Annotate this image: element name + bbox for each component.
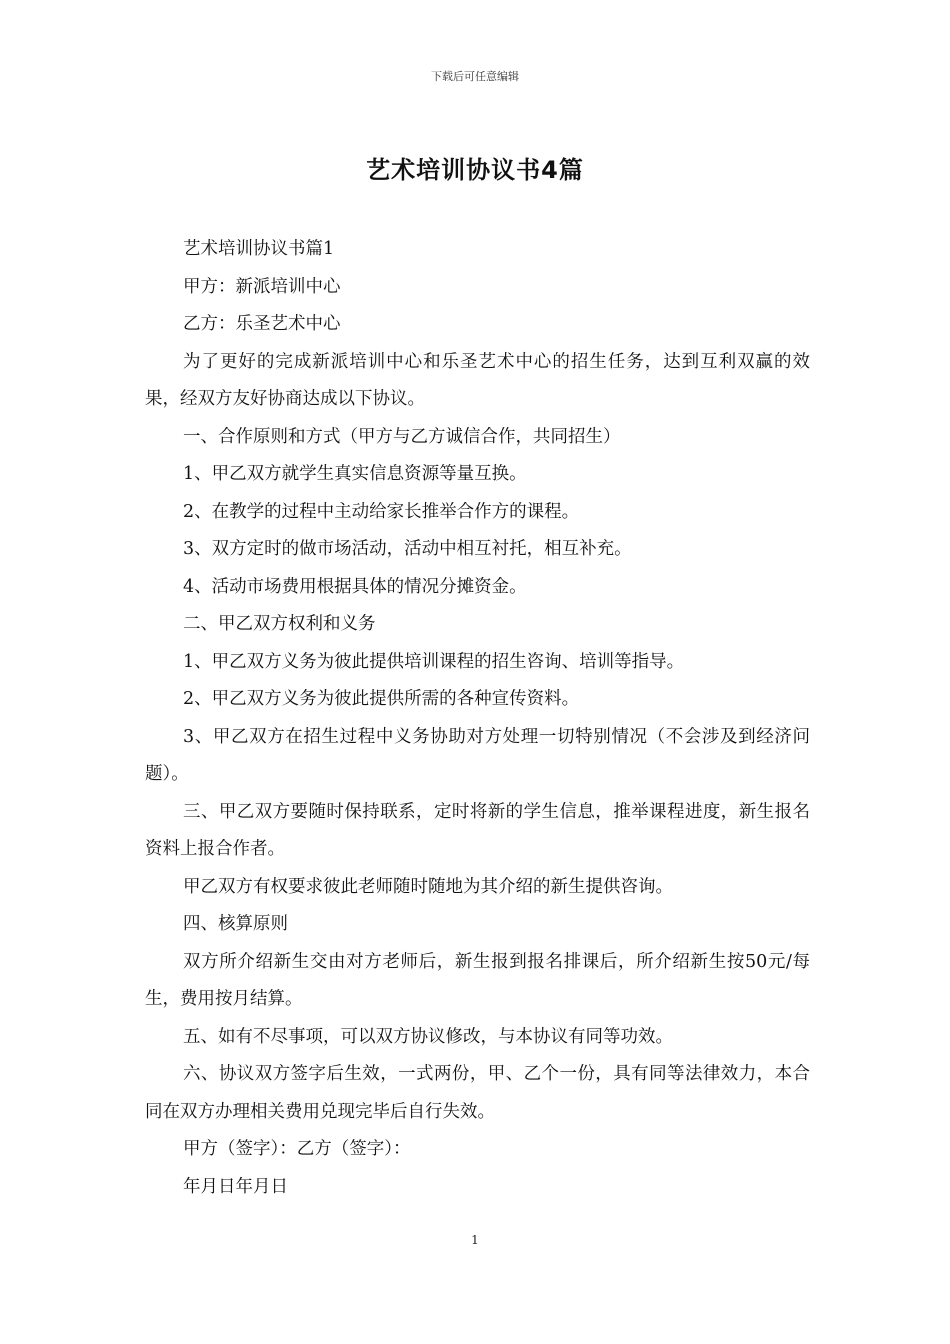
clause-heading-4: 四、核算原则 xyxy=(183,914,288,934)
clause-heading-5: 五、如有不尽事项，可以双方协议修改，与本协议有同等功效。 xyxy=(183,1026,673,1047)
clause-item: 1、甲乙双方义务为彼此提供培训课程的招生咨询、培训等指导。 xyxy=(183,651,685,672)
document-body xyxy=(145,231,810,1206)
clause-item: 3、甲乙双方在招生过程中义务协助对方处理一切特别情况（不会涉及到经济问题）。 xyxy=(145,726,810,784)
signature-line: 甲方（签字）：乙方（签字）： xyxy=(183,1139,411,1159)
page-header: 下载后可任意编辑 xyxy=(431,70,519,83)
clause-item: 4、活动市场费用根据具体的情况分摊资金。 xyxy=(183,576,527,597)
party-b: 乙方：乐圣艺术中心 xyxy=(183,314,341,334)
date-line: 年月日年月日 xyxy=(183,1176,288,1197)
clause-paragraph: 甲乙双方有权要求彼此老师随时随地为其介绍的新生提供咨询。 xyxy=(183,876,673,897)
clause-item: 1、甲乙双方就学生真实信息资源等量互换。 xyxy=(183,464,527,484)
preamble-paragraph: 为了更好的完成新派培训中心和乐圣艺术中心的招生任务，达到互利双赢的效果，经双方友好协商达成以下协议。 xyxy=(145,351,810,409)
clause-paragraph: 双方所介绍新生交由对方老师后，新生报到报名排课后，所介绍新生按50元/每生，费用按月结算。 xyxy=(145,951,810,1009)
clause-heading-3: 三、甲乙双方要随时保持联系，定时将新的学生信息，推举课程进度，新生报名资料上报合作者。 xyxy=(145,801,810,859)
clause-heading-1: 一、合作原则和方式（甲方与乙方诚信合作，共同招生） xyxy=(183,426,621,447)
clause-heading-6: 六、协议双方签字后生效，一式两份，甲、乙个一份，具有同等法律效力，本合同在双方办理相关费用兑现完毕后自行失效。 xyxy=(145,1064,810,1122)
clause-item: 2、在教学的过程中主动给家长推举合作方的课程。 xyxy=(183,501,580,522)
section-heading: 艺术培训协议书篇1 xyxy=(183,239,335,259)
clause-item: 3、双方定时的做市场活动，活动中相互衬托，相互补充。 xyxy=(183,539,632,559)
clause-item: 2、甲乙双方义务为彼此提供所需的各种宣传资料。 xyxy=(183,689,580,709)
party-a: 甲方：新派培训中心 xyxy=(183,276,341,297)
page-number: 1 xyxy=(471,1233,479,1247)
clause-heading-2: 二、甲乙双方权利和义务 xyxy=(183,614,376,634)
document-title: 艺术培训协议书4篇 xyxy=(366,156,584,184)
